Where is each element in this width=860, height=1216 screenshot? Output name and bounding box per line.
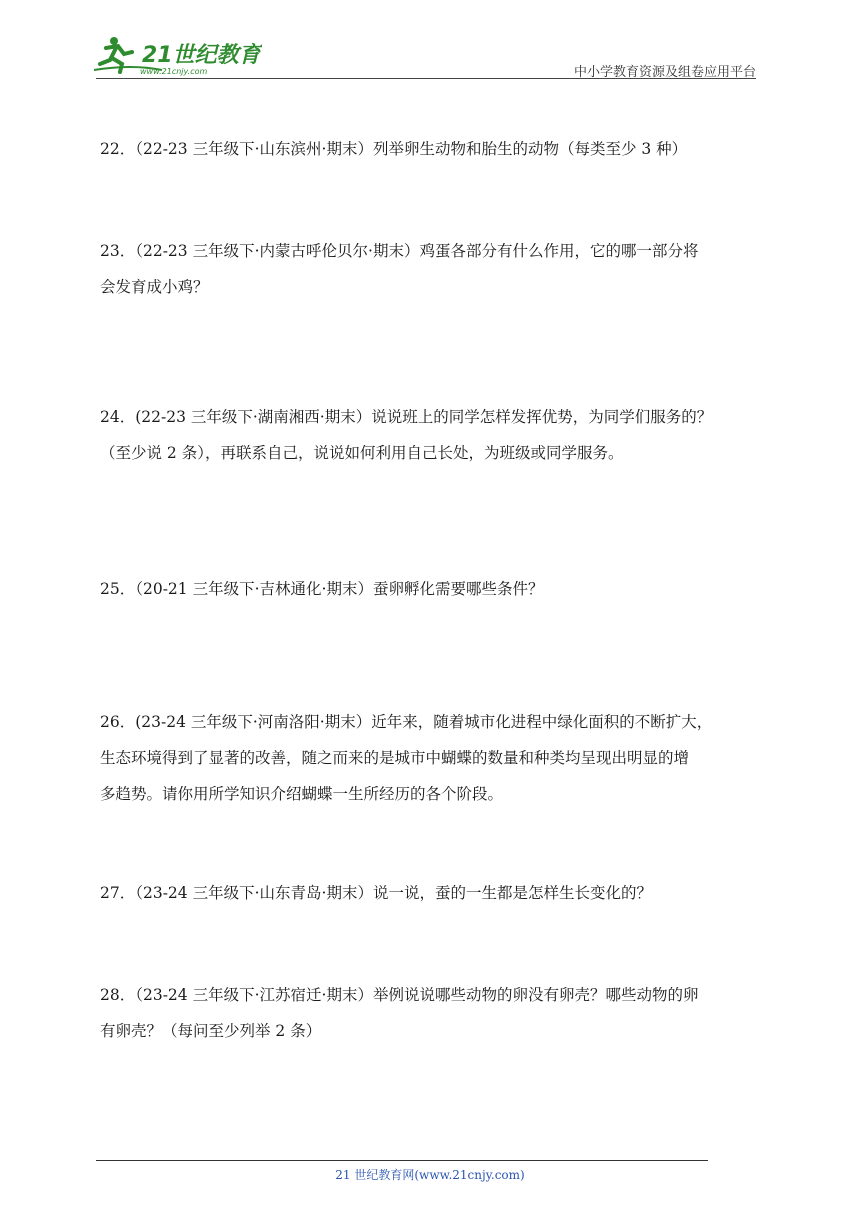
footer-link[interactable]: 21 世纪教育网(www.21cnjy.com): [335, 1168, 525, 1182]
question-22: [100, 131, 768, 167]
logo-text: 21世纪教育: [142, 43, 261, 68]
question-line: （至少说 2 条），再联系自己，说说如何利用自己长处，为班级或同学服务。: [100, 444, 624, 462]
header-divider: [96, 78, 756, 79]
question-line: 28．（23-24 三年级下·江苏宿迁·期末）举例说说哪些动物的卵没有卵壳？哪些动物的卵: [100, 986, 699, 1004]
question-line: 26．(23-24 三年级下·河南洛阳·期末）近年来，随着城市化进程中绿化面积的不断扩大，: [100, 713, 713, 731]
question-26: [100, 704, 768, 812]
footer-divider: [96, 1160, 708, 1161]
platform-label: 中小学教育资源及组卷应用平台: [573, 65, 756, 80]
question-line: 22．（22-23 三年级下·山东滨州·期末）列举卵生动物和胎生的动物（每类至少 3 种）: [100, 140, 688, 158]
question-28: [100, 977, 768, 1049]
question-25: [100, 571, 768, 607]
page-header: [0, 0, 860, 80]
question-line: 23．（22-23 三年级下·内蒙古呼伦贝尔·期末）鸡蛋各部分有什么作用，它的哪一部分将: [100, 242, 699, 260]
question-line: 24．(22-23 三年级下·湖南湘西·期末）说说班上的同学怎样发挥优势，为同学们服务的？: [100, 408, 713, 426]
question-line: 生态环境得到了显著的改善，随之而来的是城市中蝴蝶的数量和种类均呈现出明显的增: [100, 749, 690, 767]
question-27: [100, 875, 768, 911]
site-logo[interactable]: [92, 34, 262, 78]
question-line: 多趋势。请你用所学知识介绍蝴蝶一生所经历的各个阶段。: [100, 785, 504, 803]
question-23: [100, 233, 768, 305]
question-line: 有卵壳？（每问至少列举 2 条）: [100, 1022, 322, 1040]
question-24: [100, 399, 768, 471]
question-line: 27．（23-24 三年级下·山东青岛·期末）说一说，蚕的一生都是怎样生长变化的？: [100, 884, 652, 902]
logo-graphic: [92, 34, 262, 78]
logo-url: www.21cnjy.com: [140, 67, 208, 76]
question-line: 会发育成小鸡？: [100, 278, 209, 296]
question-line: 25．（20-21 三年级下·吉林通化·期末）蚕卵孵化需要哪些条件？: [100, 580, 544, 598]
